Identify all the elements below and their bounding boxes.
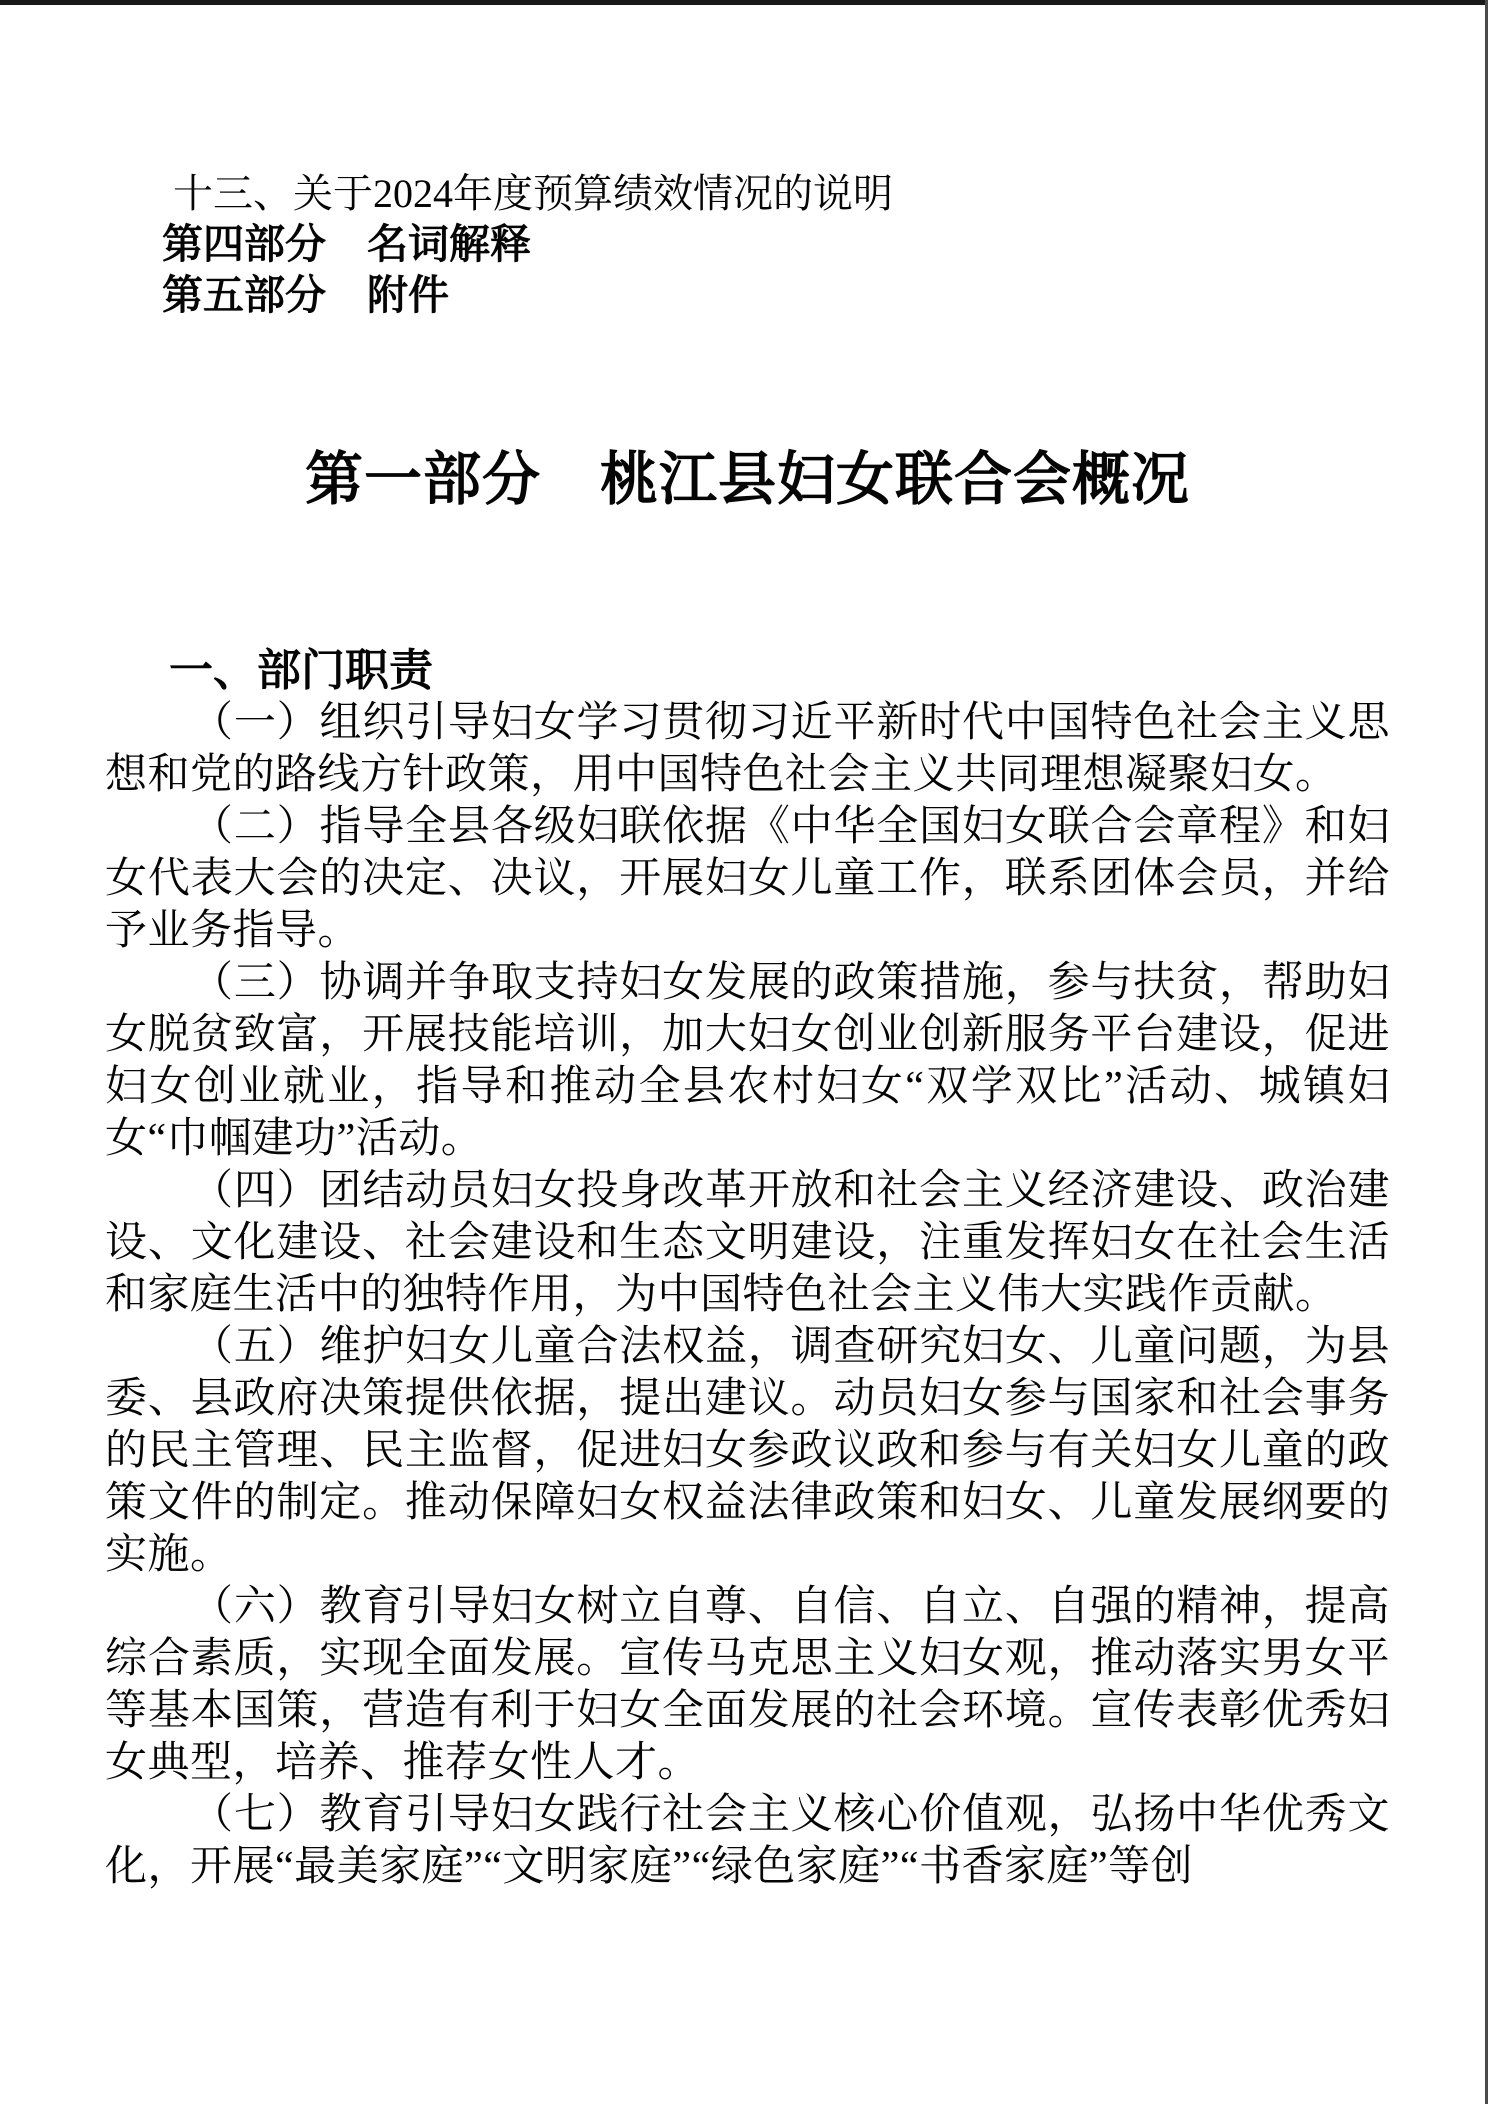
- toc-line-thirteen: 十三、关于2024年度预算绩效情况的说明: [173, 171, 893, 216]
- toc-block: [105, 168, 1390, 321]
- paragraph-2: （二）指导全县各级妇联依据《中华全国妇女联合会章程》和妇女代表大会的决定、决议，开展妇女儿童工作，联系团体会员，并给予业务指导。: [105, 804, 1390, 954]
- toc-line-part-four: 第四部分 名词解释: [162, 221, 531, 267]
- page-title: 第一部分 桃江县妇女联合会概况: [304, 447, 1190, 512]
- section-heading: 一、部门职责: [169, 646, 433, 695]
- paragraph-3: （三）协调并争取支持妇女发展的政策措施，参与扶贫，帮助妇女脱贫致富，开展技能培训，加大妇女创业创新服务平台建设，促进妇女创业就业，指导和推动全县农村妇女“双学双比”活动、城镇妇女“巾帼建功”活动。: [105, 960, 1390, 1162]
- paragraph-4: （四）团结动员妇女投身改革开放和社会主义经济建设、政治建设、文化建设、社会建设和生态文明建设，注重发挥妇女在社会生活和家庭生活中的独特作用，为中国特色社会主义伟大实践作贡献。: [105, 1168, 1390, 1318]
- toc-line-part-five: 第五部分 附件: [162, 272, 449, 318]
- paragraph-6: （六）教育引导妇女树立自尊、自信、自立、自强的精神，提高综合素质，实现全面发展。宣传马克思主义妇女观，推动落实男女平等基本国策，营造有利于妇女全面发展的社会环境。宣传表彰优秀妇女典型，培养、推荐女性人才。: [105, 1584, 1390, 1786]
- page-content: [105, 0, 1390, 1893]
- paragraph-1: （一）组织引导妇女学习贯彻习近平新时代中国特色社会主义思想和党的路线方针政策，用中国特色社会主义共同理想凝聚妇女。: [105, 700, 1390, 798]
- paragraph-5: （五）维护妇女儿童合法权益，调查研究妇女、儿童问题，为县委、县政府决策提供依据，提出建议。动员妇女参与国家和社会事务的民主管理、民主监督，促进妇女参政议政和参与有关妇女儿童的政策文件的制定。推动保障妇女权益法律政策和妇女、儿童发展纲要的实施。: [105, 1324, 1390, 1578]
- paragraph-7: （七）教育引导妇女践行社会主义核心价值观，弘扬中华优秀文化，开展“最美家庭”“文明家庭”“绿色家庭”“书香家庭”等创: [105, 1792, 1390, 1890]
